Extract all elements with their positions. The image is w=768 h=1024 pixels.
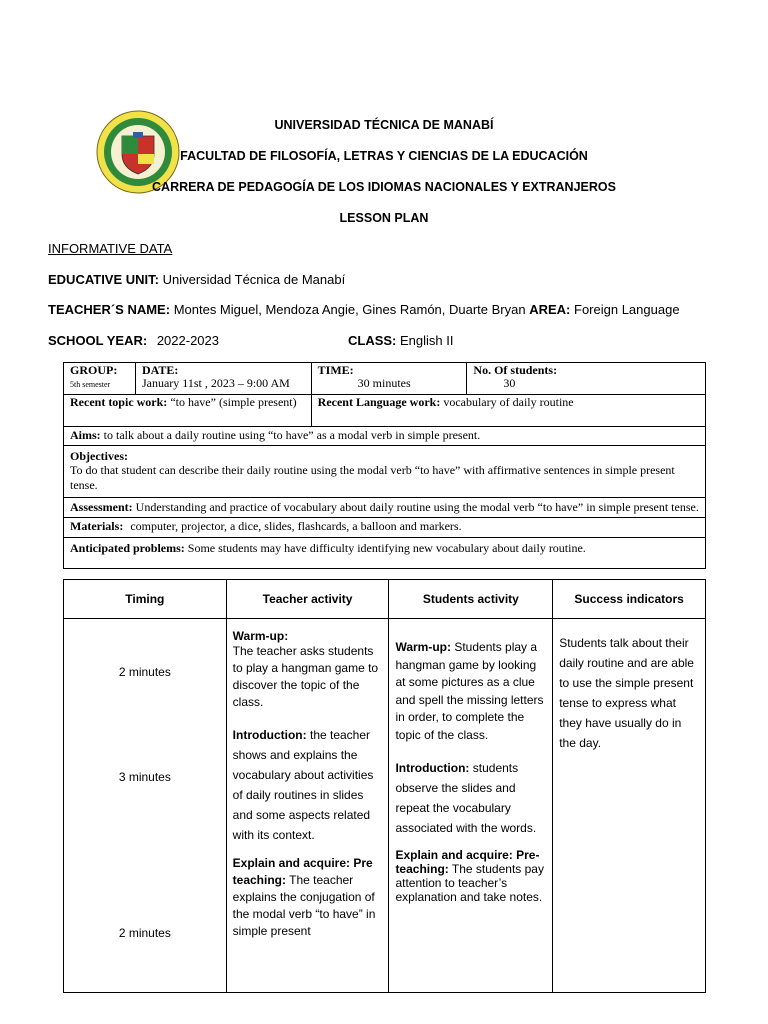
table-header-row	[64, 580, 706, 619]
teacher-warmup	[233, 629, 383, 711]
area-label: AREA:	[529, 302, 571, 317]
students-warmup	[395, 639, 546, 744]
activities-table	[63, 579, 706, 993]
teacher-activity-cell	[226, 619, 389, 993]
timing-cell	[64, 619, 227, 993]
aims-value: to talk about a daily routine using “to have” as a modal verb in simple present.	[103, 428, 481, 442]
students-intro-text: students observe the slides and repeat the vocabulary associated with the words.	[395, 761, 537, 835]
career-name: CARRERA DE PEDAGOGÍA DE LOS IDIOMAS NACIONALES Y EXTRANJEROS	[152, 180, 616, 194]
students-label: No. Of students:	[473, 363, 558, 377]
materials-value: computer, projector, a dice, slides, flashcards, a balloon and markers.	[130, 519, 462, 533]
recent-language-value: vocabulary of daily routine	[443, 395, 574, 409]
table-row	[64, 427, 706, 446]
section-title: INFORMATIVE DATA	[48, 241, 173, 256]
problems-value: Some students may have difficulty identifying new vocabulary about daily routine.	[187, 541, 586, 555]
problems-label: Anticipated problems:	[70, 541, 185, 555]
assessment-value: Understanding and practice of vocabulary about daily routine using the modal verb “to have” in simple present tense.	[135, 500, 699, 514]
group-label: GROUP:	[70, 363, 118, 377]
table-row	[64, 363, 706, 395]
aims-cell	[64, 427, 706, 446]
teacher-warmup-text: The teacher asks students to play a hangman game to discover the topic of the class.	[232, 644, 379, 709]
table-row	[64, 518, 706, 538]
recent-language-label: Recent Language work:	[317, 395, 441, 409]
students-warmup-text: Students play a hangman game by looking at some pictures as a clue and spell the missing letters in order, to complete the topic of the class.	[395, 640, 544, 742]
educative-unit-label: EDUCATIVE UNIT:	[48, 272, 159, 287]
lesson-info-table	[63, 362, 706, 569]
teacher-explain-label: Explain and acquire: Pre teaching:	[232, 856, 373, 887]
date-value: January 11st , 2023 – 9:00 AM	[141, 376, 290, 390]
teacher-line	[48, 302, 680, 317]
recent-language-cell	[311, 395, 705, 427]
time-cell	[311, 363, 467, 395]
teacher-introduction	[233, 725, 383, 845]
recent-topic-label: Recent topic work:	[70, 395, 168, 409]
table-row	[64, 498, 706, 518]
problems-cell	[64, 538, 706, 569]
success-indicators-text: Students talk about their daily routine and are able to use the simple present tense to express what they have usually do in the day.	[559, 636, 694, 750]
teacher-intro-text: the teacher shows and explains the vocabulary about activities of daily routines in slides and some aspects related with its context.	[232, 728, 374, 842]
aims-label: Aims:	[70, 428, 101, 442]
timing-header: Timing	[64, 580, 227, 619]
timing-warmup: 2 minutes	[118, 665, 171, 679]
teacher-value: Montes Miguel, Mendoza Angie, Gines Ramón, Duarte Bryan	[173, 302, 526, 317]
school-year-value: 2022-2023	[156, 333, 219, 348]
school-year-label: SCHOOL YEAR:	[48, 333, 148, 348]
materials-cell	[64, 518, 706, 538]
table-row	[64, 446, 706, 498]
table-row	[64, 538, 706, 569]
class-label: CLASS:	[348, 333, 397, 348]
students-explain-text: The students pay attention to teacher’s explanation and take notes.	[395, 862, 544, 904]
teacher-label: TEACHER´S NAME:	[48, 302, 171, 317]
students-explain-label: Explain and acquire: Pre-teaching:	[395, 848, 540, 876]
objectives-value: To do that student can describe their daily routine using the modal verb “to have” with affirmative sentences in simple present tense.	[70, 463, 675, 492]
students-explain	[395, 848, 546, 904]
teacher-warmup-label: Warm-up:	[232, 629, 289, 643]
recent-topic-value: “to have” (simple present)	[170, 395, 297, 409]
faculty-name: FACULTAD DE FILOSOFÍA, LETRAS Y CIENCIAS DE LA EDUCACIÓN	[180, 149, 588, 163]
objectives-label: Objectives:	[70, 449, 128, 463]
students-value: 30	[503, 376, 516, 390]
class-line	[348, 333, 454, 348]
teacher-activity-header: Teacher activity	[226, 580, 389, 619]
time-label: TIME:	[317, 363, 354, 377]
timing-explain: 2 minutes	[118, 926, 171, 940]
students-cell	[467, 363, 706, 395]
group-cell	[64, 363, 136, 395]
table-row	[64, 619, 706, 993]
educative-unit-line	[48, 272, 345, 287]
students-intro-label: Introduction:	[395, 761, 470, 775]
students-warmup-label: Warm-up:	[395, 640, 451, 654]
group-value: 5th semester	[70, 380, 111, 389]
school-year-line	[48, 333, 219, 348]
success-indicators-header: Success indicators	[553, 580, 706, 619]
date-cell	[135, 363, 311, 395]
teacher-explain-text: The teacher explains the conjugation of the modal verb “to have” in simple present	[232, 873, 376, 938]
assessment-cell	[64, 498, 706, 518]
students-activity-cell	[389, 619, 553, 993]
success-indicators-cell	[553, 619, 706, 993]
time-value: 30 minutes	[357, 376, 411, 390]
objectives-cell	[64, 446, 706, 498]
university-name: UNIVERSIDAD TÉCNICA DE MANABÍ	[274, 118, 494, 132]
teacher-explain	[233, 855, 383, 940]
document-title: LESSON PLAN	[339, 211, 429, 225]
students-introduction	[395, 758, 546, 838]
materials-label: Materials:	[70, 519, 124, 533]
timing-introduction: 3 minutes	[118, 770, 171, 784]
area-value: Foreign Language	[574, 302, 680, 317]
assessment-label: Assessment:	[70, 500, 133, 514]
date-label: DATE:	[141, 363, 179, 377]
educative-unit-value: Universidad Técnica de Manabí	[162, 272, 346, 287]
class-value: English II	[400, 333, 454, 348]
recent-topic-cell	[64, 395, 312, 427]
students-activity-header: Students activity	[389, 580, 553, 619]
teacher-intro-label: Introduction:	[232, 728, 307, 742]
table-row	[64, 395, 706, 427]
